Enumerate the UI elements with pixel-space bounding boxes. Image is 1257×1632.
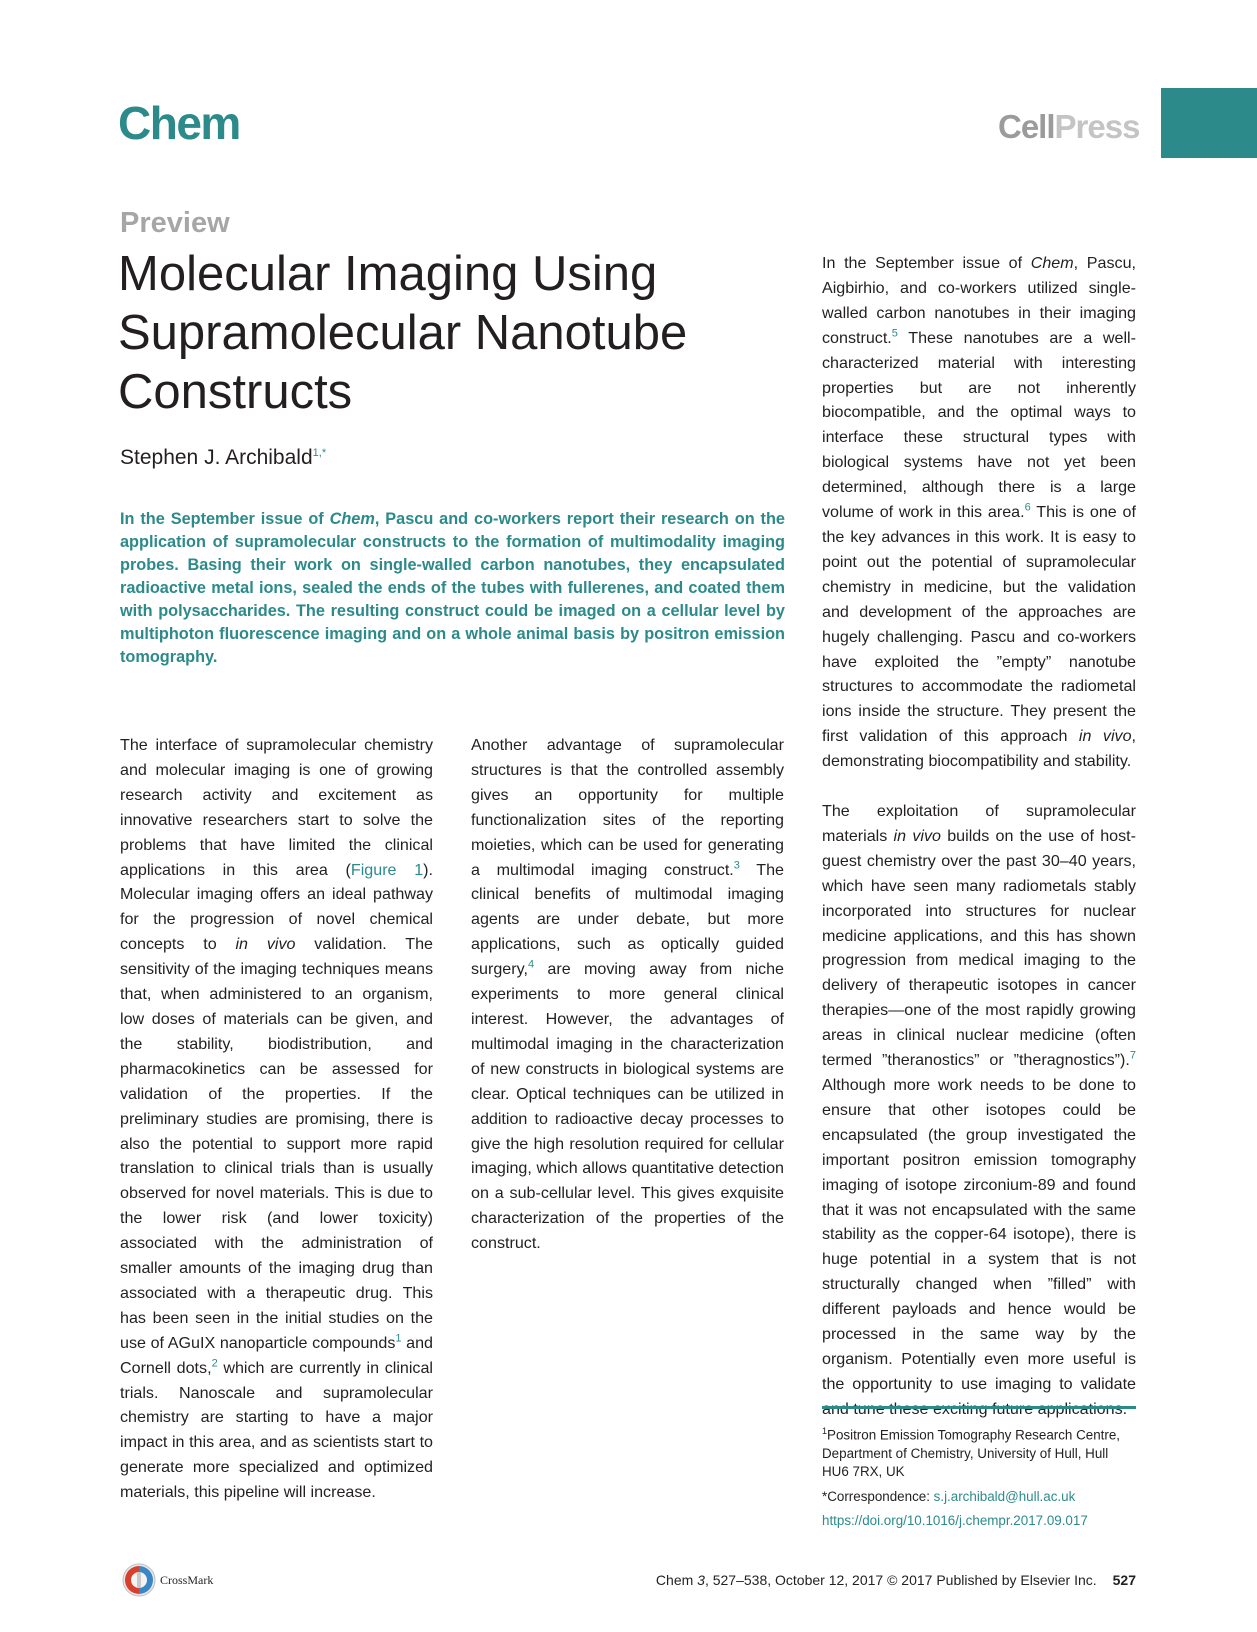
doi-link[interactable]: https://doi.org/10.1016/j.chempr.2017.09.017	[822, 1513, 1088, 1529]
page-number: 527	[1112, 1572, 1136, 1588]
paragraph-2: Another advantage of supramolecular structures is that the controlled assembly gives an opportunity for multiple functionalization sites of the reporting moieties, which can be used for generating a multimodal imaging construct.$^3$ The clinical benefits of multimodal imaging agents are under debate, but more applications, such as optically guided surgery,$^4$ are moving away from niche experiments to more general clinical interest. However, the advantages of multimodal imaging in the characterization of new constructs in biological systems are clear. Optical techniques can be utilized in addition to radioactive decay processes to give the high resolution required for cellular imaging, which allows quantitative detection on a sub-cellular level. This gives exquisite characterization of the properties of the construct.	[471, 736, 784, 1253]
article-title: Molecular Imaging Using Supramolecular Nanotube Constructs	[118, 247, 688, 419]
body-column-1	[120, 733, 433, 1530]
reference-2[interactable]: 2	[211, 1357, 218, 1370]
correspondence: *Correspondence: s.j.archibald@hull.ac.uk	[822, 1488, 1076, 1504]
affiliation: $^1$Positron Emission Tomography Research Centre, Department of Chemistry, University of Hull, Hull HU6 7RX, UK	[822, 1426, 1121, 1480]
crossmark-label: CrossMark	[160, 1572, 214, 1587]
crossmark-icon	[122, 1563, 156, 1597]
journal-logo: Chem	[118, 97, 240, 149]
figure-1-link[interactable]: Figure 1	[350, 860, 424, 879]
reference-5[interactable]: 5	[891, 327, 898, 340]
reference-1[interactable]: 1	[395, 1332, 402, 1345]
abstract: In the September issue of Chem, Pascu and co-workers report their research on the application of supramolecular constructs to the formation of multimodality imaging probes. Basing their work on single-walled carbon nanotubes, they encapsulated radioactive metal ions, sealed the ends of the tubes with fullerenes, and coated them with polysaccharides. The resulting construct could be imaged on a cellular level by multiphoton fluorescence imaging and on a whole animal basis by positron emission tomography.	[120, 510, 785, 666]
color-tab	[1161, 88, 1257, 158]
section-label: Preview	[120, 207, 230, 239]
email-link[interactable]: s.j.archibald@hull.ac.uk	[933, 1488, 1076, 1504]
page-citation: Chem 3, 527–538, October 12, 2017 © 2017 Published by Elsevier Inc. 527	[655, 1572, 1136, 1588]
publisher-logo: CellPress	[998, 108, 1140, 145]
author-affiliation-marker[interactable]: 1,*	[312, 447, 327, 459]
reference-7[interactable]: 7	[1129, 1049, 1136, 1062]
crossmark-badge[interactable]	[122, 1563, 213, 1597]
footnote-divider	[822, 1406, 1136, 1409]
paragraph-3: In the September issue of Chem, Pascu, Aigbirhio, and co-workers utilized single-walled carbon nanotubes in their imaging construct.$^5$ These nanotubes are a well-characterized material with interesting properties but are not inherently biocompatible, and the optimal ways to interface these structural types with biological systems have not yet been determined, although there is a large volume of work in this area.$^6$ This is one of the key advances in this work. It is easy to point out the potential of supramolecular chemistry in medicine, but the validation and development of the approaches are hugely challenging. Pascu and co-workers have exploited the ”empty” nanotube structures to accommodate the radiometal ions inside the structure. They present the first validation of this approach in vivo, demonstrating biocompatibility and stability.	[822, 254, 1136, 771]
body-column-2	[471, 733, 784, 1281]
reference-4[interactable]: 4	[527, 958, 535, 971]
reference-6[interactable]: 6	[1024, 501, 1031, 514]
author-line	[120, 446, 326, 470]
author-name: Stephen J. Archibald	[120, 446, 313, 469]
footnote	[822, 1422, 1136, 1537]
reference-3[interactable]: 3	[733, 859, 740, 872]
paragraph-4: The exploitation of supramolecular materials in vivo builds on the use of host-guest chemistry over the past 30–40 years, which have seen many radiometals stably incorporated into structures for nuclear medicine applications, and this has shown progression from medical imaging to the delivery of therapeutic isotopes in cancer therapies—one of the most rapidly growing areas in clinical nuclear medicine (often termed ”theranostics” or ”theragnostics”).$^7$ Although more work needs to be done to ensure that other isotopes could be encapsulated (the group investigated the important positron emission tomography imaging of isotope zirconium-89 and found that it was not encapsulated with the same stability as the copper-64 isotope), there is huge potential in a system that is not structurally changed when ”filled” with different payloads and hence would be processed in the same way by the organism. Potentially even more useful is the opportunity to use imaging to validate	[822, 802, 1136, 1393]
body-column-3	[822, 251, 1136, 1422]
paragraph-1: The interface of supramolecular chemistry and molecular imaging is one of growing research activity and excitement as innovative researchers start to solve the problems that have limited the clinical applications in this area (Figure 1). Molecular imaging offers an ideal pathway for the progression of novel chemical concepts to in vivo validation. The sensitivity of the imaging techniques means that, when administered to an organism, low doses of materials can be given, and the stability, biodistribution, and pharmacokinetics can be assessed for validation of the properties. If the preliminary studies are promising, there is also the potential to support more rapid translation to clinical trials than is usually observed for novel materials. This is due to the lower risk (and lower toxicity) associated with the administration of smaller amounts of the imaging drug than associated with a therapeutic drug. This has been seen in the initial studies on the use of AGuIX nanoparticle compounds$^1$ and Cornell dots,$^2$ which are currently in clinical trials. Nanoscale and supramolecular chemistry are starting to have a major impact in this area, and as scientists start to generate more specialized and optimized materials, this pipeline will increase.	[120, 736, 433, 1502]
